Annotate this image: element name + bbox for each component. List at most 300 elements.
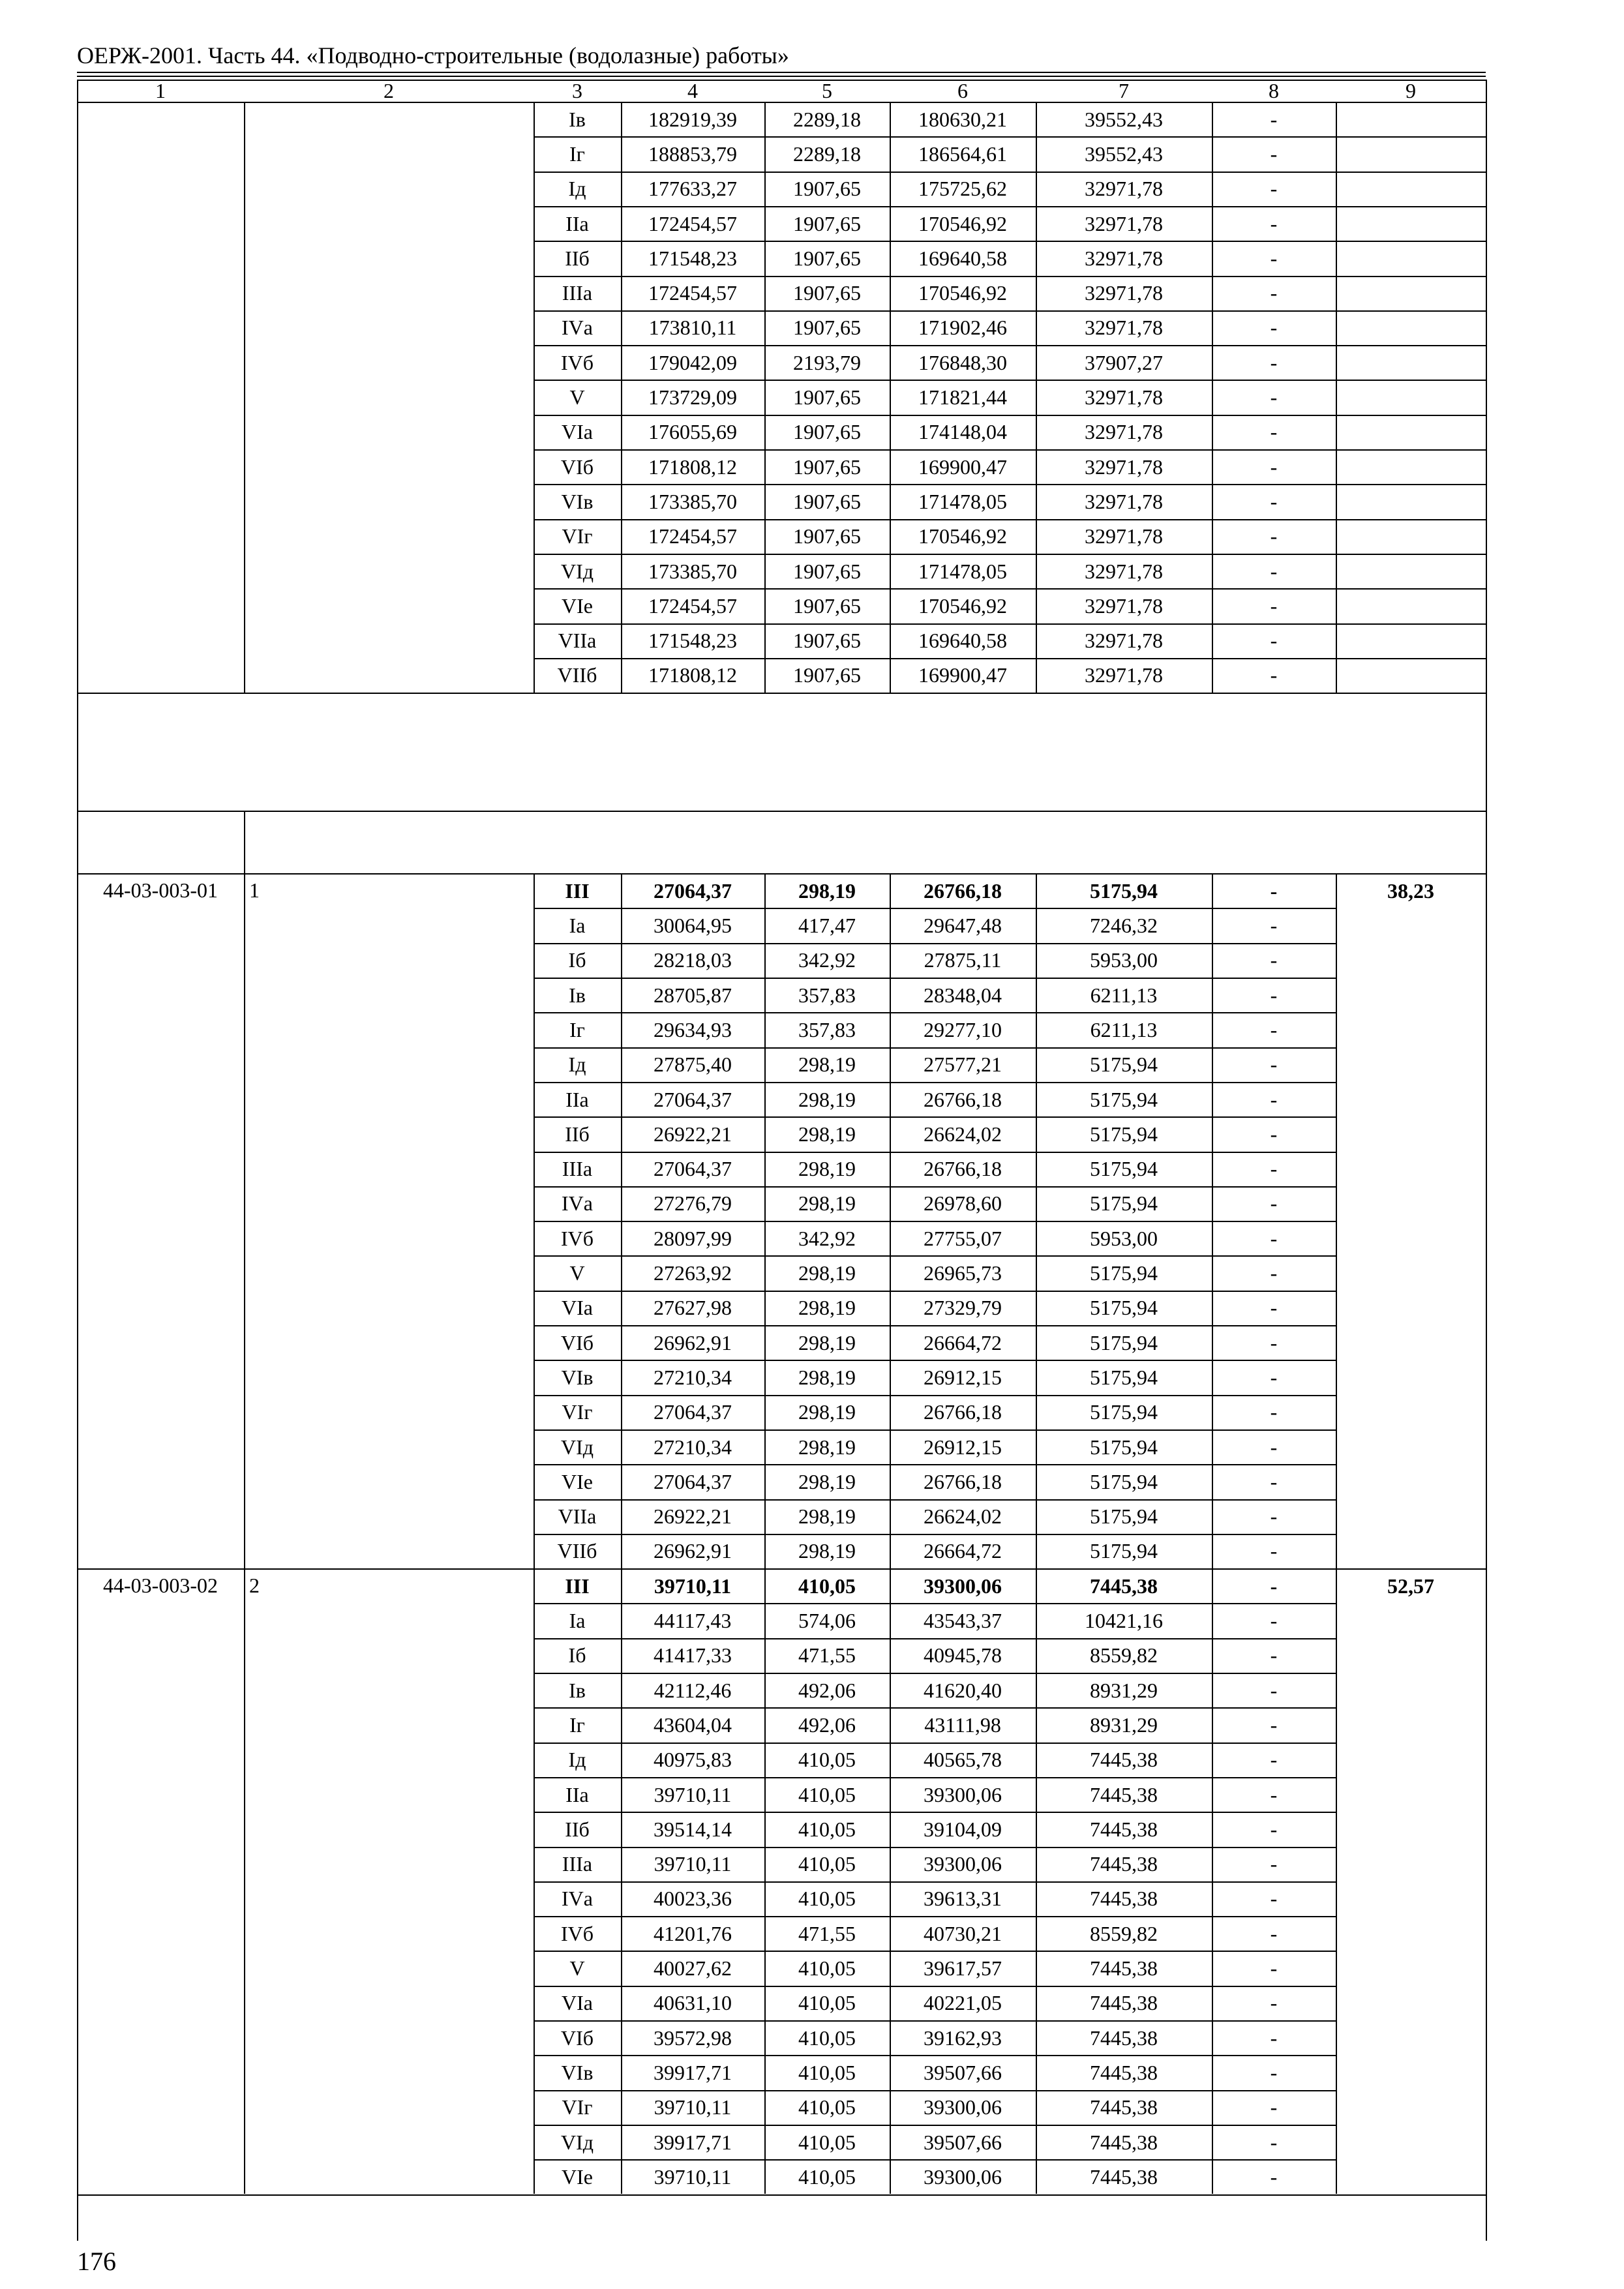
- labor-hours-cell: 38,23: [1387, 878, 1434, 903]
- soil-category-cell: VIб: [560, 2026, 594, 2050]
- materials-cell: -: [1270, 1852, 1278, 1876]
- page-number: 176: [77, 2247, 116, 2276]
- column-rule: [764, 102, 766, 693]
- soil-category-cell: VIб: [560, 1330, 594, 1354]
- materials-cell: -: [1270, 1261, 1278, 1285]
- labor-cost-cell: 410,05: [798, 1782, 856, 1806]
- labor-cost-cell: 410,05: [798, 2095, 856, 2119]
- soil-category-cell: VIг: [562, 2095, 593, 2119]
- materials-cell: -: [1270, 1539, 1278, 1563]
- column-rule: [1336, 873, 1337, 1568]
- labor-cost-cell: 2289,18: [793, 142, 861, 166]
- labor-cost-cell: 410,05: [798, 1817, 856, 1841]
- labor-cost-cell: 2193,79: [793, 350, 861, 374]
- operator-wage-cell: 5175,94: [1090, 1365, 1158, 1389]
- soil-category-cell: IIб: [565, 1817, 590, 1841]
- machine-cost-cell: 39507,66: [924, 2130, 1002, 2154]
- total-cost-cell: 171808,12: [648, 663, 737, 687]
- labor-cost-cell: 298,19: [798, 1122, 856, 1146]
- machine-cost-cell: 171478,05: [918, 489, 1007, 513]
- materials-cell: -: [1270, 2026, 1278, 2050]
- total-cost-cell: 39710,11: [654, 1574, 732, 1598]
- operator-wage-cell: 6211,13: [1090, 1017, 1158, 1041]
- soil-category-cell: IIб: [565, 246, 590, 270]
- soil-category-cell: Iг: [569, 142, 585, 166]
- machine-cost-cell: 39104,09: [924, 1817, 1002, 1841]
- machine-cost-cell: 27875,11: [924, 948, 1002, 972]
- materials-cell: -: [1270, 1122, 1278, 1146]
- labor-cost-cell: 471,55: [798, 1643, 856, 1668]
- labor-cost-cell: 492,06: [798, 1713, 856, 1737]
- labor-cost-cell: 417,47: [798, 914, 856, 938]
- labor-cost-cell: 342,92: [798, 948, 856, 972]
- machine-cost-cell: 39300,06: [924, 1852, 1002, 1876]
- header-title: ОЕРЖ-2001. Часть 44. «Подводно-строительные (водолазные) работы»: [77, 42, 789, 68]
- operator-wage-cell: 32971,78: [1085, 663, 1163, 687]
- operator-wage-cell: 7445,38: [1090, 1991, 1158, 2015]
- total-cost-cell: 27064,37: [654, 1087, 732, 1111]
- total-cost-cell: 173729,09: [648, 385, 737, 410]
- soil-category-cell: IVб: [560, 1226, 594, 1250]
- materials-cell: -: [1270, 1713, 1278, 1737]
- total-cost-cell: 26962,91: [654, 1330, 732, 1354]
- operator-wage-cell: 5175,94: [1090, 1122, 1158, 1146]
- soil-category-cell: VIв: [561, 489, 594, 513]
- machine-cost-cell: 29647,48: [924, 914, 1002, 938]
- labor-cost-cell: 1907,65: [793, 629, 861, 653]
- operator-wage-cell: 7445,38: [1090, 1817, 1158, 1841]
- column-number-3: 3: [572, 79, 582, 102]
- soil-category-cell: VIе: [562, 1469, 593, 1493]
- column-number-7: 7: [1119, 79, 1129, 102]
- machine-cost-cell: 175725,62: [918, 177, 1007, 201]
- total-cost-cell: 26962,91: [654, 1539, 732, 1563]
- labor-cost-cell: 1907,65: [793, 177, 861, 201]
- materials-cell: -: [1270, 281, 1278, 305]
- materials-cell: -: [1270, 246, 1278, 270]
- rates-table: [77, 80, 1486, 2241]
- total-cost-cell: 40631,10: [654, 1991, 732, 2015]
- labor-cost-cell: 298,19: [798, 1191, 856, 1216]
- soil-category-cell: IVб: [560, 1921, 594, 1945]
- total-cost-cell: 27064,37: [654, 1400, 732, 1424]
- materials-cell: -: [1270, 1921, 1278, 1945]
- column-number-8: 8: [1269, 79, 1279, 102]
- materials-cell: -: [1270, 1609, 1278, 1633]
- column-rule: [890, 873, 891, 1568]
- soil-category-cell: Iа: [569, 914, 586, 938]
- total-cost-cell: 173810,11: [648, 316, 737, 340]
- labor-cost-cell: 1907,65: [793, 246, 861, 270]
- machine-cost-cell: 26624,02: [924, 1122, 1002, 1146]
- total-cost-cell: 28097,99: [654, 1226, 732, 1250]
- machine-cost-cell: 26664,72: [924, 1330, 1002, 1354]
- operator-wage-cell: 7445,38: [1090, 1782, 1158, 1806]
- operator-wage-cell: 7445,38: [1090, 2164, 1158, 2189]
- total-cost-cell: 39917,71: [654, 2060, 732, 2084]
- operator-wage-cell: 32971,78: [1085, 177, 1163, 201]
- column-number-9: 9: [1406, 79, 1416, 102]
- materials-cell: -: [1270, 316, 1278, 340]
- operator-wage-cell: 7445,38: [1090, 1748, 1158, 1772]
- materials-cell: -: [1270, 914, 1278, 938]
- column-rule: [890, 102, 891, 693]
- total-cost-cell: 26922,21: [654, 1504, 732, 1529]
- materials-cell: -: [1270, 1400, 1278, 1424]
- operator-wage-cell: 5953,00: [1090, 948, 1158, 972]
- machine-cost-cell: 39613,31: [924, 1887, 1002, 1911]
- materials-cell: -: [1270, 1817, 1278, 1841]
- total-cost-cell: 172454,57: [648, 211, 737, 235]
- labor-cost-cell: 298,19: [798, 1435, 856, 1459]
- labor-cost-cell: 1907,65: [793, 420, 861, 444]
- labor-cost-cell: 410,05: [798, 2130, 856, 2154]
- soil-category-cell: IVа: [562, 316, 593, 340]
- total-cost-cell: 28218,03: [654, 948, 732, 972]
- column-rule: [244, 1568, 245, 2194]
- total-cost-cell: 173385,70: [648, 559, 737, 583]
- machine-cost-cell: 39300,06: [924, 1574, 1002, 1598]
- soil-category-cell: VIд: [560, 559, 594, 583]
- total-cost-cell: 171548,23: [648, 246, 737, 270]
- labor-cost-cell: 471,55: [798, 1921, 856, 1945]
- soil-category-cell: VIг: [562, 524, 593, 548]
- labor-hours-cell: 52,57: [1387, 1574, 1434, 1598]
- materials-cell: -: [1270, 1678, 1278, 1702]
- soil-category-cell: VIе: [562, 593, 593, 618]
- machine-cost-cell: 40221,05: [924, 1991, 1002, 2015]
- column-rule: [534, 873, 535, 1568]
- operator-wage-cell: 8931,29: [1090, 1678, 1158, 1702]
- operator-wage-cell: 5175,94: [1090, 1330, 1158, 1354]
- machine-cost-cell: 26766,18: [924, 1157, 1002, 1181]
- materials-cell: -: [1270, 1296, 1278, 1320]
- column-rule: [1336, 102, 1337, 693]
- operator-wage-cell: 5175,94: [1090, 1157, 1158, 1181]
- operator-wage-cell: 32971,78: [1085, 420, 1163, 444]
- total-cost-cell: 39572,98: [654, 2026, 732, 2050]
- total-cost-cell: 41201,76: [654, 1921, 732, 1945]
- machine-cost-cell: 43111,98: [924, 1713, 1001, 1737]
- soil-category-cell: VIв: [561, 1365, 594, 1389]
- column-rule: [764, 1568, 766, 2194]
- labor-cost-cell: 298,19: [798, 1504, 856, 1529]
- soil-category-cell: VIIа: [558, 1504, 597, 1529]
- operator-wage-cell: 5175,94: [1090, 1261, 1158, 1285]
- labor-cost-cell: 298,19: [798, 1053, 856, 1077]
- soil-category-cell: IIIа: [562, 1852, 593, 1876]
- operator-wage-cell: 7445,38: [1090, 1852, 1158, 1876]
- soil-category-cell: VIа: [562, 1296, 593, 1320]
- materials-cell: -: [1270, 1574, 1278, 1598]
- soil-category-cell: IVа: [562, 1887, 593, 1911]
- column-rule: [244, 102, 245, 693]
- total-cost-cell: 172454,57: [648, 593, 737, 618]
- operator-wage-cell: 8559,82: [1090, 1643, 1158, 1668]
- total-cost-cell: 39710,11: [654, 1782, 732, 1806]
- machine-cost-cell: 43543,37: [924, 1609, 1002, 1633]
- materials-cell: -: [1270, 385, 1278, 410]
- soil-group-number: 2: [249, 1574, 260, 1598]
- operator-wage-cell: 7445,38: [1090, 2060, 1158, 2084]
- materials-cell: -: [1270, 107, 1278, 131]
- soil-category-cell: IIа: [565, 1782, 589, 1806]
- total-cost-cell: 39710,11: [654, 1852, 732, 1876]
- materials-cell: -: [1270, 593, 1278, 618]
- machine-cost-cell: 26912,15: [924, 1365, 1002, 1389]
- labor-cost-cell: 574,06: [798, 1609, 856, 1633]
- column-rule: [534, 1568, 535, 2194]
- operator-wage-cell: 5175,94: [1090, 1296, 1158, 1320]
- machine-cost-cell: 26766,18: [924, 1469, 1002, 1493]
- total-cost-cell: 40027,62: [654, 1956, 732, 1981]
- operator-wage-cell: 37907,27: [1085, 350, 1163, 374]
- total-cost-cell: 40023,36: [654, 1887, 732, 1911]
- materials-cell: -: [1270, 1157, 1278, 1181]
- labor-cost-cell: 298,19: [798, 1400, 856, 1424]
- header-rule: [77, 72, 1486, 73]
- operator-wage-cell: 32971,78: [1085, 629, 1163, 653]
- column-rule: [1036, 1568, 1037, 2194]
- labor-cost-cell: 1907,65: [793, 281, 861, 305]
- soil-category-cell: V: [569, 385, 585, 410]
- operator-wage-cell: 5175,94: [1090, 1504, 1158, 1529]
- materials-cell: -: [1270, 1504, 1278, 1529]
- machine-cost-cell: 171821,44: [918, 385, 1007, 410]
- materials-cell: -: [1270, 1643, 1278, 1668]
- materials-cell: -: [1270, 1226, 1278, 1250]
- soil-category-cell: IIIа: [562, 281, 593, 305]
- materials-cell: -: [1270, 489, 1278, 513]
- labor-cost-cell: 1907,65: [793, 211, 861, 235]
- labor-cost-cell: 1907,65: [793, 593, 861, 618]
- total-cost-cell: 173385,70: [648, 489, 737, 513]
- machine-cost-cell: 39507,66: [924, 2060, 1002, 2084]
- labor-cost-cell: 410,05: [798, 1887, 856, 1911]
- machine-cost-cell: 169900,47: [918, 455, 1007, 479]
- labor-cost-cell: 1907,65: [793, 489, 861, 513]
- labor-cost-cell: 298,19: [798, 1087, 856, 1111]
- labor-cost-cell: 1907,65: [793, 455, 861, 479]
- operator-wage-cell: 32971,78: [1085, 489, 1163, 513]
- total-cost-cell: 39917,71: [654, 2130, 732, 2154]
- operator-wage-cell: 5175,94: [1090, 1435, 1158, 1459]
- total-cost-cell: 172454,57: [648, 524, 737, 548]
- materials-cell: -: [1270, 350, 1278, 374]
- total-cost-cell: 172454,57: [648, 281, 737, 305]
- operator-wage-cell: 5175,94: [1090, 1087, 1158, 1111]
- machine-cost-cell: 27755,07: [924, 1226, 1002, 1250]
- materials-cell: -: [1270, 629, 1278, 653]
- machine-cost-cell: 41620,40: [924, 1678, 1002, 1702]
- machine-cost-cell: 40730,21: [924, 1921, 1002, 1945]
- column-number-1: 1: [155, 79, 166, 102]
- soil-category-cell: Iг: [569, 1713, 585, 1737]
- operator-wage-cell: 32971,78: [1085, 246, 1163, 270]
- total-cost-cell: 177633,27: [648, 177, 737, 201]
- labor-cost-cell: 1907,65: [793, 559, 861, 583]
- labor-cost-cell: 1907,65: [793, 524, 861, 548]
- materials-cell: -: [1270, 2060, 1278, 2084]
- operator-wage-cell: 32971,78: [1085, 316, 1163, 340]
- machine-cost-cell: 170546,92: [918, 593, 1007, 618]
- operator-wage-cell: 5175,94: [1090, 1539, 1158, 1563]
- column-rule: [621, 102, 622, 693]
- labor-cost-cell: 1907,65: [793, 663, 861, 687]
- labor-cost-cell: 298,19: [798, 1539, 856, 1563]
- total-cost-cell: 26922,21: [654, 1122, 732, 1146]
- header-rule: [77, 76, 1486, 77]
- soil-category-cell: III: [565, 878, 590, 903]
- machine-cost-cell: 26664,72: [924, 1539, 1002, 1563]
- materials-cell: -: [1270, 983, 1278, 1007]
- soil-category-cell: VIе: [562, 2164, 593, 2189]
- materials-cell: -: [1270, 878, 1278, 903]
- operator-wage-cell: 7445,38: [1090, 1574, 1158, 1598]
- soil-category-cell: VIIб: [557, 1539, 597, 1563]
- total-cost-cell: 39514,14: [654, 1817, 732, 1841]
- labor-cost-cell: 357,83: [798, 1017, 856, 1041]
- operator-wage-cell: 6211,13: [1090, 983, 1158, 1007]
- labor-cost-cell: 410,05: [798, 2060, 856, 2084]
- column-rule: [1212, 873, 1213, 1568]
- total-cost-cell: 27064,37: [654, 1469, 732, 1493]
- labor-cost-cell: 2289,18: [793, 107, 861, 131]
- total-cost-cell: 27064,37: [654, 878, 732, 903]
- labor-cost-cell: 492,06: [798, 1678, 856, 1702]
- machine-cost-cell: 170546,92: [918, 524, 1007, 548]
- total-cost-cell: 27276,79: [654, 1191, 732, 1216]
- operator-wage-cell: 5953,00: [1090, 1226, 1158, 1250]
- machine-cost-cell: 26766,18: [924, 1087, 1002, 1111]
- operator-wage-cell: 5175,94: [1090, 1400, 1158, 1424]
- row-rule: [77, 811, 1487, 812]
- total-cost-cell: 39710,11: [654, 2095, 732, 2119]
- total-cost-cell: 27263,92: [654, 1261, 732, 1285]
- labor-cost-cell: 357,83: [798, 983, 856, 1007]
- total-cost-cell: 176055,69: [648, 420, 737, 444]
- machine-cost-cell: 29277,10: [924, 1017, 1002, 1041]
- materials-cell: -: [1270, 1053, 1278, 1077]
- machine-cost-cell: 169640,58: [918, 246, 1007, 270]
- materials-cell: -: [1270, 177, 1278, 201]
- soil-category-cell: Iб: [568, 1643, 586, 1668]
- materials-cell: -: [1270, 1991, 1278, 2015]
- row-rule: [77, 2194, 1487, 2196]
- soil-category-cell: VIIа: [558, 629, 597, 653]
- labor-cost-cell: 410,05: [798, 2026, 856, 2050]
- operator-wage-cell: 5175,94: [1090, 878, 1158, 903]
- machine-cost-cell: 39300,06: [924, 2164, 1002, 2189]
- materials-cell: -: [1270, 1469, 1278, 1493]
- column-rule: [1336, 1568, 1337, 2194]
- column-rule: [244, 811, 245, 873]
- column-rule: [890, 1568, 891, 2194]
- rate-code: 44-03-003-02: [103, 1574, 218, 1598]
- soil-category-cell: Iд: [568, 1053, 586, 1077]
- machine-cost-cell: 40565,78: [924, 1748, 1002, 1772]
- column-number-2: 2: [383, 79, 394, 102]
- machine-cost-cell: 186564,61: [918, 142, 1007, 166]
- operator-wage-cell: 8931,29: [1090, 1713, 1158, 1737]
- soil-category-cell: Iб: [568, 948, 586, 972]
- materials-cell: -: [1270, 1435, 1278, 1459]
- labor-cost-cell: 342,92: [798, 1226, 856, 1250]
- total-cost-cell: 42112,46: [654, 1678, 732, 1702]
- column-rule: [1036, 873, 1037, 1568]
- soil-category-cell: IVа: [562, 1191, 593, 1216]
- operator-wage-cell: 32971,78: [1085, 524, 1163, 548]
- total-cost-cell: 39710,11: [654, 2164, 732, 2189]
- machine-cost-cell: 26766,18: [924, 1400, 1002, 1424]
- materials-cell: -: [1270, 1748, 1278, 1772]
- labor-cost-cell: 410,05: [798, 1574, 856, 1598]
- total-cost-cell: 27875,40: [654, 1053, 732, 1077]
- machine-cost-cell: 170546,92: [918, 211, 1007, 235]
- operator-wage-cell: 7445,38: [1090, 2026, 1158, 2050]
- soil-category-cell: VIд: [560, 1435, 594, 1459]
- machine-cost-cell: 28348,04: [924, 983, 1002, 1007]
- machine-cost-cell: 26766,18: [924, 878, 1002, 903]
- total-cost-cell: 27064,37: [654, 1157, 732, 1181]
- operator-wage-cell: 32971,78: [1085, 281, 1163, 305]
- total-cost-cell: 44117,43: [654, 1609, 732, 1633]
- materials-cell: -: [1270, 1191, 1278, 1216]
- operator-wage-cell: 8559,82: [1090, 1921, 1158, 1945]
- machine-cost-cell: 174148,04: [918, 420, 1007, 444]
- machine-cost-cell: 40945,78: [924, 1643, 1002, 1668]
- labor-cost-cell: 410,05: [798, 1991, 856, 2015]
- labor-cost-cell: 298,19: [798, 1157, 856, 1181]
- total-cost-cell: 29634,93: [654, 1017, 732, 1041]
- machine-cost-cell: 39300,06: [924, 2095, 1002, 2119]
- machine-cost-cell: 27329,79: [924, 1296, 1002, 1320]
- soil-category-cell: VIа: [562, 1991, 593, 2015]
- labor-cost-cell: 298,19: [798, 1330, 856, 1354]
- materials-cell: -: [1270, 1365, 1278, 1389]
- materials-cell: -: [1270, 142, 1278, 166]
- soil-category-cell: IIб: [565, 1122, 590, 1146]
- soil-category-cell: Iд: [568, 1748, 586, 1772]
- machine-cost-cell: 26624,02: [924, 1504, 1002, 1529]
- machine-cost-cell: 39300,06: [924, 1782, 1002, 1806]
- materials-cell: -: [1270, 420, 1278, 444]
- column-number-6: 6: [957, 79, 968, 102]
- machine-cost-cell: 27577,21: [924, 1053, 1002, 1077]
- column-rule: [1212, 102, 1213, 693]
- total-cost-cell: 27210,34: [654, 1435, 732, 1459]
- column-rule: [621, 1568, 622, 2194]
- soil-category-cell: Iв: [569, 1678, 586, 1702]
- materials-cell: -: [1270, 2164, 1278, 2189]
- column-rule: [764, 873, 766, 1568]
- soil-category-cell: Iв: [569, 983, 586, 1007]
- rate-code: 44-03-003-01: [103, 878, 218, 903]
- materials-cell: -: [1270, 2130, 1278, 2154]
- labor-cost-cell: 298,19: [798, 1261, 856, 1285]
- labor-cost-cell: 298,19: [798, 1365, 856, 1389]
- total-cost-cell: 40975,83: [654, 1748, 732, 1772]
- machine-cost-cell: 169640,58: [918, 629, 1007, 653]
- materials-cell: -: [1270, 1017, 1278, 1041]
- machine-cost-cell: 176848,30: [918, 350, 1007, 374]
- operator-wage-cell: 7445,38: [1090, 1956, 1158, 1981]
- materials-cell: -: [1270, 663, 1278, 687]
- materials-cell: -: [1270, 211, 1278, 235]
- total-cost-cell: 179042,09: [648, 350, 737, 374]
- soil-category-cell: VIб: [560, 455, 594, 479]
- soil-category-cell: V: [569, 1956, 585, 1981]
